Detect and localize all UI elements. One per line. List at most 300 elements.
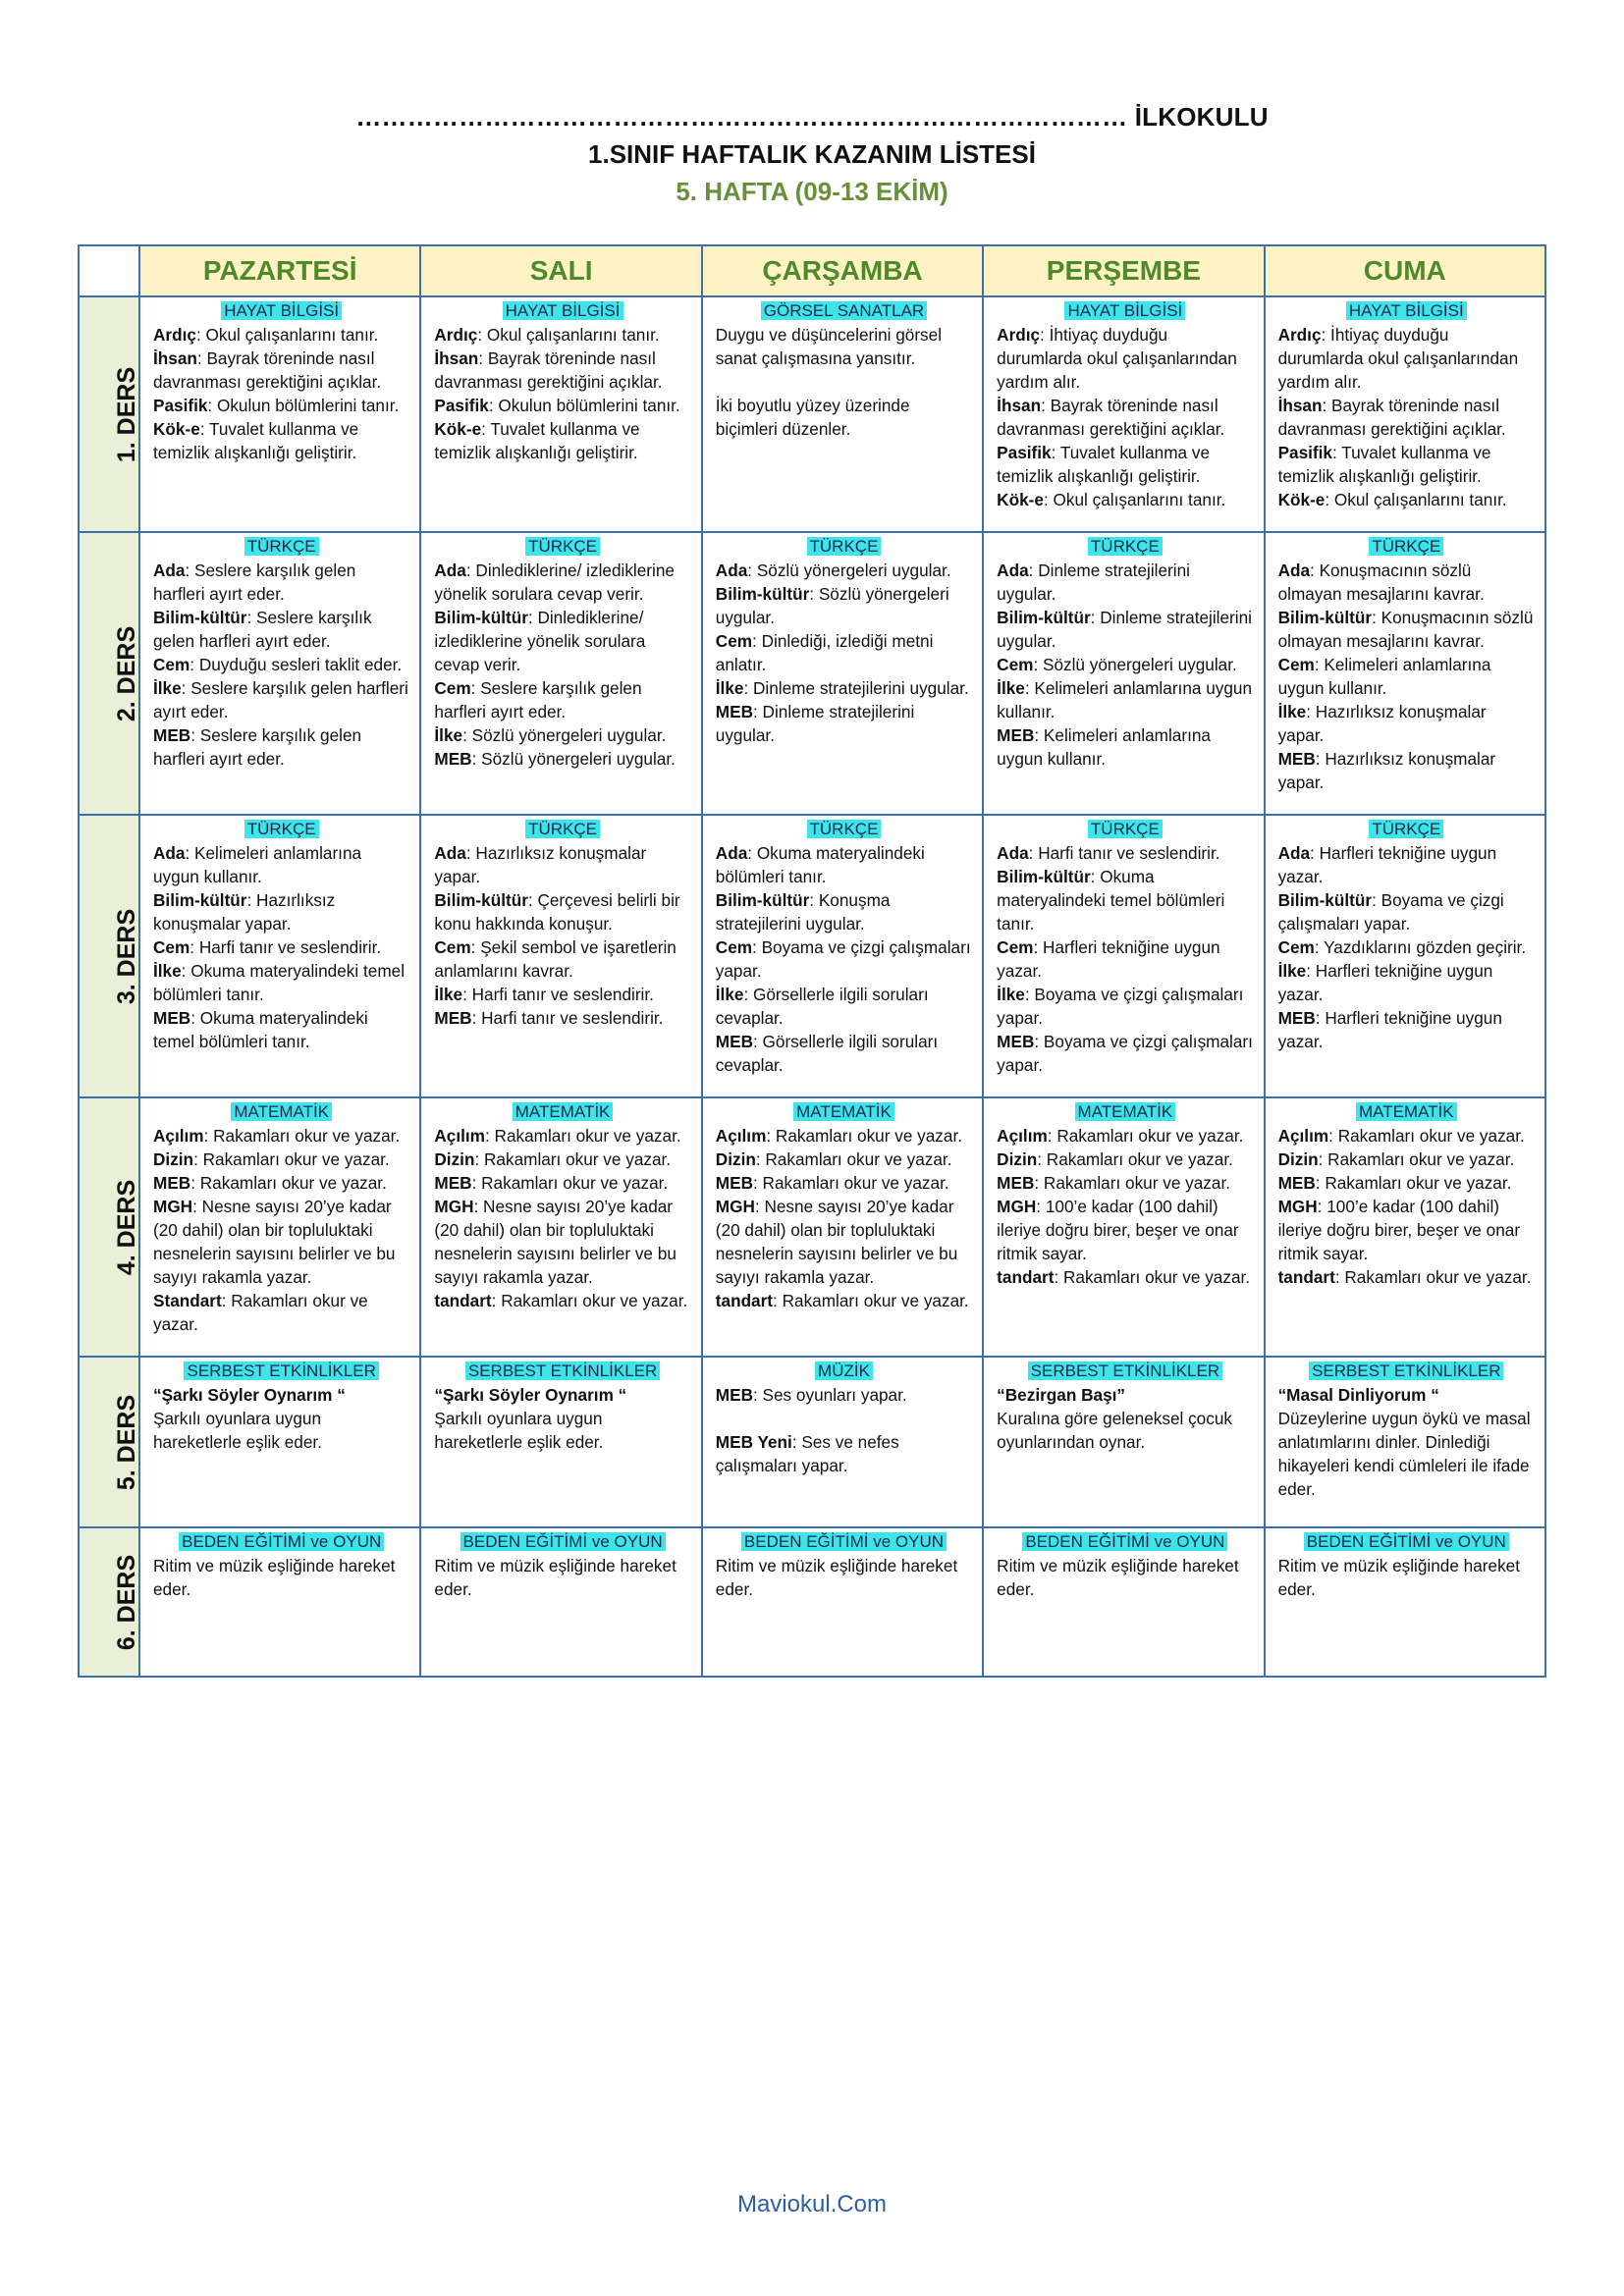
source-label: Cem bbox=[997, 655, 1034, 674]
source-label: MEB bbox=[715, 1032, 753, 1051]
lesson-cell bbox=[420, 296, 701, 532]
objective-text: : Kelimeleri anlamlarına uygun kullanır. bbox=[1277, 655, 1491, 698]
objective-line bbox=[434, 347, 690, 394]
objective-text: : Bayrak töreninde nasıl davranması gerektiğini açıklar. bbox=[434, 348, 663, 392]
objective-line bbox=[434, 1006, 690, 1030]
source-label: Dizin bbox=[997, 1149, 1038, 1169]
source-label: Cem bbox=[997, 937, 1034, 957]
objective-line bbox=[997, 1195, 1253, 1265]
source-label: İhsan bbox=[434, 348, 479, 368]
objective-line bbox=[716, 394, 972, 441]
objective-line bbox=[434, 323, 690, 347]
objective-line bbox=[716, 1171, 972, 1195]
lesson-cell bbox=[983, 1097, 1264, 1357]
source-label: tandart bbox=[997, 1267, 1055, 1287]
objective-line bbox=[153, 1171, 409, 1195]
source-label: Cem bbox=[1277, 655, 1315, 674]
objective-line bbox=[716, 983, 972, 1030]
objective-line bbox=[716, 1430, 972, 1477]
lesson-cell bbox=[983, 1357, 1264, 1527]
lesson-cell bbox=[139, 1527, 420, 1677]
source-label: MEB bbox=[715, 702, 753, 721]
site-footer: Maviokul.Com bbox=[736, 2191, 888, 2217]
objective-line bbox=[997, 1124, 1253, 1148]
objective-text: : İhtiyaç duyduğu durumlarda okul çalışanlarından yardım alır. bbox=[1277, 325, 1519, 392]
subject-heading bbox=[1278, 1530, 1535, 1553]
subject-label: TÜRKÇE bbox=[807, 537, 882, 556]
subject-label: TÜRKÇE bbox=[1088, 537, 1163, 556]
source-label: Cem bbox=[434, 678, 471, 698]
objective-line bbox=[997, 865, 1253, 935]
subject-heading bbox=[1278, 818, 1535, 840]
subject-label: BEDEN EĞİTİMİ ve OYUN bbox=[460, 1532, 666, 1551]
objective-line bbox=[1278, 1006, 1535, 1053]
objective-line bbox=[997, 1171, 1253, 1195]
objective-line bbox=[153, 1195, 409, 1289]
source-label: Ardıç bbox=[1277, 325, 1322, 345]
objective-text: : Bayrak töreninde nasıl davranması gerektiğini açıklar. bbox=[997, 396, 1225, 439]
source-label: Cem bbox=[715, 937, 753, 957]
objective-line bbox=[434, 1554, 690, 1601]
subject-heading bbox=[997, 1530, 1253, 1553]
objective-line bbox=[434, 747, 690, 771]
objective-line bbox=[1278, 1407, 1535, 1501]
objective-text: Ritim ve müzik eşliğinde hareket eder. bbox=[153, 1556, 396, 1599]
objective-line bbox=[153, 1383, 409, 1407]
lesson-cell bbox=[983, 815, 1264, 1097]
source-label: Açılım bbox=[715, 1126, 767, 1146]
objective-text: : Rakamları okur ve yazar. bbox=[484, 1126, 681, 1146]
objective-line bbox=[153, 1006, 409, 1053]
objective-line bbox=[153, 841, 409, 888]
objective-line bbox=[153, 559, 409, 606]
objective-line bbox=[716, 559, 972, 582]
source-label: MEB bbox=[153, 1008, 191, 1028]
objective-line bbox=[434, 888, 690, 935]
lesson-row bbox=[79, 1527, 1545, 1677]
objective-text: : Rakamları okur ve yazar. bbox=[1334, 1267, 1532, 1287]
subject-heading bbox=[153, 535, 409, 558]
objective-text: : Okul çalışanlarını tanır. bbox=[1043, 490, 1226, 509]
objective-text: : Konuşmacının sözlü olmayan mesajlarını kavrar. bbox=[1277, 561, 1485, 604]
source-label: Kök-e bbox=[1277, 490, 1326, 509]
lesson-row bbox=[79, 815, 1545, 1097]
source-label: İlke bbox=[715, 985, 744, 1004]
objective-text: : Görsellerle ilgili soruları cevaplar. bbox=[715, 1032, 939, 1075]
page-header bbox=[0, 98, 1624, 210]
objective-text: : Rakamları okur ve yazar. bbox=[766, 1126, 963, 1146]
objective-line bbox=[434, 559, 690, 606]
source-label: Bilim-kültür bbox=[153, 608, 247, 627]
source-label: MEB bbox=[1277, 1008, 1316, 1028]
objective-text: : Ses ve nefes çalışmaları yapar. bbox=[715, 1432, 899, 1475]
objective-text: : Dinlediği, izlediği metni anlatır. bbox=[715, 631, 934, 674]
objective-text: : Okul çalışanlarını tanır. bbox=[195, 325, 379, 345]
subject-heading bbox=[997, 818, 1253, 840]
objective-text: : Rakamları okur ve yazar. bbox=[1037, 1149, 1233, 1169]
subject-label: HAYAT BİLGİSİ bbox=[221, 301, 342, 320]
source-label: Kök-e bbox=[153, 419, 200, 439]
lesson-cell bbox=[420, 815, 701, 1097]
source-label: MEB bbox=[153, 1173, 191, 1193]
lesson-cell bbox=[702, 296, 983, 532]
objective-text: : Boyama ve çizgi çalışmaları yapar. bbox=[1277, 890, 1504, 934]
objective-line bbox=[153, 1407, 409, 1454]
source-label: İlke bbox=[997, 678, 1025, 698]
source-label: Ardıç bbox=[153, 325, 196, 345]
day-header-friday: CUMA bbox=[1265, 245, 1545, 296]
objective-text: : Seslere karşılık gelen harfleri ayırt eder. bbox=[153, 725, 362, 769]
objective-line bbox=[434, 723, 690, 747]
source-label: Dizin bbox=[1277, 1149, 1319, 1169]
objective-line bbox=[716, 1030, 972, 1077]
source-label: MEB bbox=[434, 749, 472, 769]
objective-line bbox=[1278, 1195, 1535, 1265]
source-label: Cem bbox=[434, 937, 471, 957]
objective-line bbox=[434, 417, 690, 464]
objective-text: : İhtiyaç duyduğu durumlarda okul çalışanlarından yardım alır. bbox=[997, 325, 1237, 392]
lesson-label: 5. DERS bbox=[113, 1394, 141, 1490]
objective-text: Ritim ve müzik eşliğinde hareket eder. bbox=[997, 1556, 1239, 1599]
objective-text: : Seslere karşılık gelen harfleri ayırt eder. bbox=[153, 678, 408, 721]
objective-line bbox=[153, 1554, 409, 1601]
source-label: İlke bbox=[715, 678, 744, 698]
lesson-row bbox=[79, 296, 1545, 532]
lesson-row bbox=[79, 532, 1545, 815]
source-label: İlke bbox=[997, 985, 1025, 1004]
subject-heading bbox=[153, 1100, 409, 1123]
objective-line bbox=[997, 1383, 1253, 1407]
objective-text: : Duyduğu sesleri taklit eder. bbox=[189, 655, 403, 674]
objective-text: : Bayrak töreninde nasıl davranması gerektiğini açıklar. bbox=[153, 348, 382, 392]
objective-line bbox=[716, 1148, 972, 1171]
objective-line bbox=[716, 700, 972, 747]
objective-line bbox=[997, 488, 1253, 511]
source-label: Açılım bbox=[434, 1126, 485, 1146]
subject-label: MATEMATİK bbox=[231, 1102, 332, 1121]
source-label: Bilim-kültür bbox=[715, 584, 810, 604]
lesson-cell bbox=[702, 1527, 983, 1677]
subject-heading bbox=[1278, 1100, 1535, 1123]
lesson-cell bbox=[420, 532, 701, 815]
subject-label: SERBEST ETKİNLİKLER bbox=[184, 1362, 378, 1380]
objective-line bbox=[716, 629, 972, 676]
line-gap bbox=[716, 370, 972, 394]
objective-line bbox=[716, 1289, 972, 1312]
objective-text: : Rakamları okur ve yazar. bbox=[203, 1126, 401, 1146]
objective-text: : Rakamları okur ve yazar. bbox=[755, 1149, 952, 1169]
lesson-label: 1. DERS bbox=[113, 366, 141, 462]
subject-label: BEDEN EĞİTİMİ ve OYUN bbox=[741, 1532, 947, 1551]
objective-text: Şarkılı oyunlara uygun hareketlerle eşlik eder. bbox=[153, 1409, 322, 1452]
subject-label: MATEMATİK bbox=[1356, 1102, 1457, 1121]
source-label: Bilim-kültür bbox=[997, 867, 1091, 886]
objective-text: : Tuvalet kullanma ve temizlik alışkanlığı geliştirir. bbox=[434, 419, 640, 462]
day-header-thursday: PERŞEMBE bbox=[983, 245, 1264, 296]
objective-text: : Rakamları okur ve yazar. bbox=[471, 1173, 669, 1193]
objective-text: : Ses oyunları yapar. bbox=[752, 1385, 907, 1405]
objective-line bbox=[997, 653, 1253, 676]
objective-line bbox=[1278, 1265, 1535, 1289]
objective-line bbox=[1278, 394, 1535, 441]
subject-label: BEDEN EĞİTİMİ ve OYUN bbox=[1304, 1532, 1509, 1551]
subject-label: MATEMATİK bbox=[793, 1102, 894, 1121]
lesson-label-cell bbox=[79, 1357, 139, 1527]
objective-line bbox=[153, 959, 409, 1006]
source-label: Ada bbox=[434, 843, 466, 863]
objective-text: : Harfi tanır ve seslendirir. bbox=[1028, 843, 1220, 863]
subject-heading bbox=[716, 1100, 972, 1123]
source-label: İlke bbox=[153, 678, 182, 698]
source-label: Bilim-kültür bbox=[434, 608, 528, 627]
objective-text: : Harfi tanır ve seslendirir. bbox=[471, 1008, 664, 1028]
objective-line bbox=[1278, 1554, 1535, 1601]
objective-text: : 100’e kadar (100 dahil) ileriye doğru birer, beşer ve onar ritmik sayar. bbox=[997, 1197, 1239, 1263]
lesson-label-cell bbox=[79, 532, 139, 815]
objective-line bbox=[153, 653, 409, 676]
subject-heading bbox=[434, 299, 690, 322]
source-label: MEB bbox=[715, 1385, 753, 1405]
objective-text: : Hazırlıksız konuşmalar yapar. bbox=[153, 890, 336, 934]
lesson-label: 3. DERS bbox=[113, 908, 141, 1004]
objective-line bbox=[434, 1124, 690, 1148]
school-name: ……………………………………………………………………………… İLKOKULU bbox=[355, 102, 1269, 132]
objective-line bbox=[1278, 1171, 1535, 1195]
objective-text: : Rakamları okur ve yazar. bbox=[1315, 1173, 1512, 1193]
lesson-label-cell bbox=[79, 296, 139, 532]
objective-line bbox=[434, 1383, 690, 1407]
objective-text: : Konuşma stratejilerini uygular. bbox=[715, 890, 891, 934]
objective-text: : Sözlü yönergeleri uygular. bbox=[715, 584, 949, 627]
subject-heading bbox=[434, 818, 690, 840]
lesson-rows bbox=[79, 296, 1545, 1677]
source-label: İlke bbox=[1277, 961, 1307, 981]
objective-text: : Harfleri tekniğine uygun yazar. bbox=[1277, 1008, 1502, 1051]
objective-line bbox=[716, 676, 972, 700]
source-label: Cem bbox=[153, 655, 190, 674]
lesson-cell bbox=[983, 532, 1264, 815]
source-label: Dizin bbox=[434, 1149, 475, 1169]
subject-label: GÖRSEL SANATLAR bbox=[761, 301, 927, 320]
source-label: MGH bbox=[153, 1197, 193, 1216]
objective-text: Kuralına göre geleneksel çocuk oyunlarından oynar. bbox=[997, 1409, 1232, 1452]
source-label: Ada bbox=[715, 843, 748, 863]
objective-line bbox=[1278, 441, 1535, 488]
objective-text: : Kelimeleri anlamlarına uygun kullanır. bbox=[153, 843, 362, 886]
objective-text: : Harfleri tekniğine uygun yazar. bbox=[997, 937, 1220, 981]
source-label: “Bezirgan Başı” bbox=[997, 1385, 1126, 1405]
source-label: Kök-e bbox=[997, 490, 1044, 509]
objective-text: : Çerçevesi belirli bir konu hakkında konuşur. bbox=[434, 890, 680, 934]
objective-line bbox=[997, 935, 1253, 983]
objective-line bbox=[997, 323, 1253, 394]
objective-line bbox=[1278, 700, 1535, 747]
subject-label: SERBEST ETKİNLİKLER bbox=[465, 1362, 660, 1380]
lesson-label-cell bbox=[79, 1097, 139, 1357]
subject-heading bbox=[716, 1360, 972, 1382]
objective-text: : Rakamları okur ve yazar. bbox=[773, 1291, 969, 1310]
objective-line bbox=[153, 347, 409, 394]
objective-line bbox=[1278, 606, 1535, 653]
source-label: İlke bbox=[153, 961, 182, 981]
source-label: MGH bbox=[1277, 1197, 1318, 1216]
objective-line bbox=[434, 394, 690, 417]
objective-line bbox=[716, 1195, 972, 1289]
objective-line bbox=[997, 441, 1253, 488]
objective-line bbox=[997, 983, 1253, 1030]
source-label: MEB bbox=[434, 1173, 472, 1193]
subject-label: HAYAT BİLGİSİ bbox=[503, 301, 623, 320]
objective-text: Ritim ve müzik eşliğinde hareket eder. bbox=[1277, 1556, 1521, 1599]
objective-text: : Tuvalet kullanma ve temizlik alışkanlığı geliştirir. bbox=[153, 419, 359, 462]
objective-line bbox=[1278, 1148, 1535, 1171]
source-label: MEB bbox=[153, 725, 191, 745]
objective-text: : Kelimeleri anlamlarına uygun kullanır. bbox=[997, 678, 1253, 721]
objective-line bbox=[153, 1148, 409, 1171]
subject-label: HAYAT BİLGİSİ bbox=[1346, 301, 1467, 320]
subject-heading bbox=[716, 535, 972, 558]
source-label: Kök-e bbox=[434, 419, 482, 439]
objective-line bbox=[997, 1554, 1253, 1601]
objective-text: : Okuma materyalindeki temel bölümleri tanır. bbox=[153, 961, 406, 1004]
objective-text: : Harfleri tekniğine uygun yazar. bbox=[1277, 843, 1497, 886]
objective-line bbox=[997, 1265, 1253, 1289]
source-label: Ada bbox=[153, 561, 186, 580]
objective-text: : 100’e kadar (100 dahil) ileriye doğru birer, beşer ve onar ritmik sayar. bbox=[1277, 1197, 1521, 1263]
lesson-cell bbox=[983, 296, 1264, 532]
objective-text: : Şekil sembol ve işaretlerin anlamlarını kavrar. bbox=[434, 937, 677, 981]
subject-label: BEDEN EĞİTİMİ ve OYUN bbox=[1022, 1532, 1227, 1551]
lesson-cell bbox=[420, 1527, 701, 1677]
source-label: Bilim-kültür bbox=[997, 608, 1091, 627]
objective-line bbox=[997, 676, 1253, 723]
week-title: 5. HAFTA (09-13 EKİM) bbox=[676, 177, 948, 206]
source-label: Açılım bbox=[997, 1126, 1048, 1146]
source-label: İlke bbox=[1277, 702, 1307, 721]
objective-text: : Okuma materyalindeki bölümleri tanır. bbox=[715, 843, 925, 886]
subject-heading bbox=[716, 299, 972, 322]
lesson-cell bbox=[702, 532, 983, 815]
lesson-cell bbox=[983, 1527, 1264, 1677]
lesson-label: 4. DERS bbox=[113, 1179, 141, 1275]
subject-heading bbox=[997, 1100, 1253, 1123]
objective-text: : Okul çalışanlarını tanır. bbox=[477, 325, 660, 345]
objective-line bbox=[716, 841, 972, 888]
source-label: Ada bbox=[715, 561, 748, 580]
source-label: Açılım bbox=[153, 1126, 204, 1146]
source-label: MEB bbox=[997, 1173, 1035, 1193]
subject-label: TÜRKÇE bbox=[1088, 820, 1163, 838]
objective-line bbox=[153, 1124, 409, 1148]
objective-text: : Seslere karşılık gelen harfleri ayırt eder. bbox=[153, 561, 356, 604]
objective-line bbox=[434, 841, 690, 888]
objective-line bbox=[997, 1407, 1253, 1454]
objective-text: : Okuma materyalindeki temel bölümleri tanır. bbox=[997, 867, 1225, 934]
objective-text: : Sözlü yönergeleri uygular. bbox=[747, 561, 951, 580]
source-label: Ardıç bbox=[434, 325, 478, 345]
objective-text: : Tuvalet kullanma ve temizlik alışkanlığı geliştirir. bbox=[1277, 443, 1491, 486]
source-label: MEB bbox=[434, 1008, 472, 1028]
objective-text: Duygu ve düşüncelerini görsel sanat çalışmasına yansıtır. bbox=[715, 325, 943, 368]
lesson-cell bbox=[1265, 1357, 1545, 1527]
subject-label: BEDEN EĞİTİMİ ve OYUN bbox=[179, 1532, 384, 1551]
day-header-row bbox=[79, 245, 1545, 296]
subject-heading bbox=[153, 1530, 409, 1553]
objective-line bbox=[997, 1030, 1253, 1077]
objective-line bbox=[434, 1407, 690, 1454]
source-label: “Şarkı Söyler Oynarım “ bbox=[434, 1385, 627, 1405]
objective-line bbox=[153, 1289, 409, 1336]
subject-heading bbox=[1278, 535, 1535, 558]
objective-text: : Nesne sayısı 20’ye kadar (20 dahil) olan bir topluluktaki nesnelerin sayısını belirler ve bu sayıyı rakamla yazar. bbox=[153, 1197, 396, 1287]
objective-text: : Harfleri tekniğine uygun yazar. bbox=[1277, 961, 1493, 1004]
objective-line bbox=[997, 606, 1253, 653]
objective-text: : Kelimeleri anlamlarına uygun kullanır. bbox=[997, 725, 1211, 769]
objective-text: : Dinleme stratejilerini uygular. bbox=[715, 702, 915, 745]
page-title: 1.SINIF HAFTALIK KAZANIM LİSTESİ bbox=[588, 139, 1036, 169]
objective-line bbox=[1278, 1124, 1535, 1148]
objective-text: : Rakamları okur ve yazar. bbox=[1328, 1126, 1525, 1146]
objective-line bbox=[153, 394, 409, 417]
objective-line bbox=[1278, 888, 1535, 935]
source-label: Ada bbox=[997, 843, 1029, 863]
objective-line bbox=[434, 676, 690, 723]
lesson-cell bbox=[139, 1097, 420, 1357]
source-label: Bilim-kültür bbox=[1277, 890, 1373, 910]
objective-text: : Okulun bölümlerini tanır. bbox=[207, 396, 400, 415]
objective-text: : Okulun bölümlerini tanır. bbox=[488, 396, 680, 415]
objective-text: : Yazdıklarını gözden geçirir. bbox=[1314, 937, 1527, 957]
lesson-cell bbox=[139, 296, 420, 532]
subject-label: TÜRKÇE bbox=[525, 820, 600, 838]
weekly-plan-table bbox=[78, 244, 1546, 1678]
objective-text: : Boyama ve çizgi çalışmaları yapar. bbox=[997, 985, 1244, 1028]
objective-line bbox=[153, 323, 409, 347]
objective-text: : Görsellerle ilgili soruları cevaplar. bbox=[715, 985, 929, 1028]
source-label: Bilim-kültür bbox=[1277, 608, 1373, 627]
source-label: Cem bbox=[715, 631, 753, 651]
objective-line bbox=[716, 888, 972, 935]
objective-text: : Dinlediklerine/ izlediklerine yönelik sorulara cevap verir. bbox=[434, 561, 675, 604]
objective-line bbox=[434, 1148, 690, 1171]
objective-text: : Dinleme stratejilerini uygular. bbox=[997, 608, 1252, 651]
source-label: İhsan bbox=[1277, 396, 1323, 415]
subject-heading bbox=[1278, 1360, 1535, 1382]
source-label: Standart bbox=[153, 1291, 222, 1310]
subject-label: MATEMATİK bbox=[1075, 1102, 1176, 1121]
objective-text: : Rakamları okur ve yazar. bbox=[190, 1173, 387, 1193]
objective-line bbox=[153, 676, 409, 723]
objective-text: : Rakamları okur ve yazar. bbox=[752, 1173, 949, 1193]
source-label: Cem bbox=[153, 937, 190, 957]
source-label: MEB bbox=[997, 725, 1035, 745]
objective-text: : Okuma materyalindeki temel bölümleri tanır. bbox=[153, 1008, 368, 1051]
objective-line bbox=[1278, 323, 1535, 394]
subject-heading bbox=[997, 1360, 1253, 1382]
subject-heading bbox=[716, 1530, 972, 1553]
day-header-wednesday: ÇARŞAMBA bbox=[702, 245, 983, 296]
objective-text: : Rakamları okur ve yazar. bbox=[1047, 1126, 1244, 1146]
lesson-cell bbox=[420, 1097, 701, 1357]
subject-label: MÜZİK bbox=[815, 1362, 873, 1380]
lesson-cell bbox=[702, 1357, 983, 1527]
objective-line bbox=[716, 1124, 972, 1148]
source-label: tandart bbox=[715, 1291, 774, 1310]
subject-label: SERBEST ETKİNLİKLER bbox=[1309, 1362, 1503, 1380]
objective-line bbox=[1278, 959, 1535, 1006]
objective-text: : Hazırlıksız konuşmalar yapar. bbox=[1277, 702, 1487, 745]
objective-text: : Rakamları okur ve yazar. bbox=[153, 1291, 368, 1334]
